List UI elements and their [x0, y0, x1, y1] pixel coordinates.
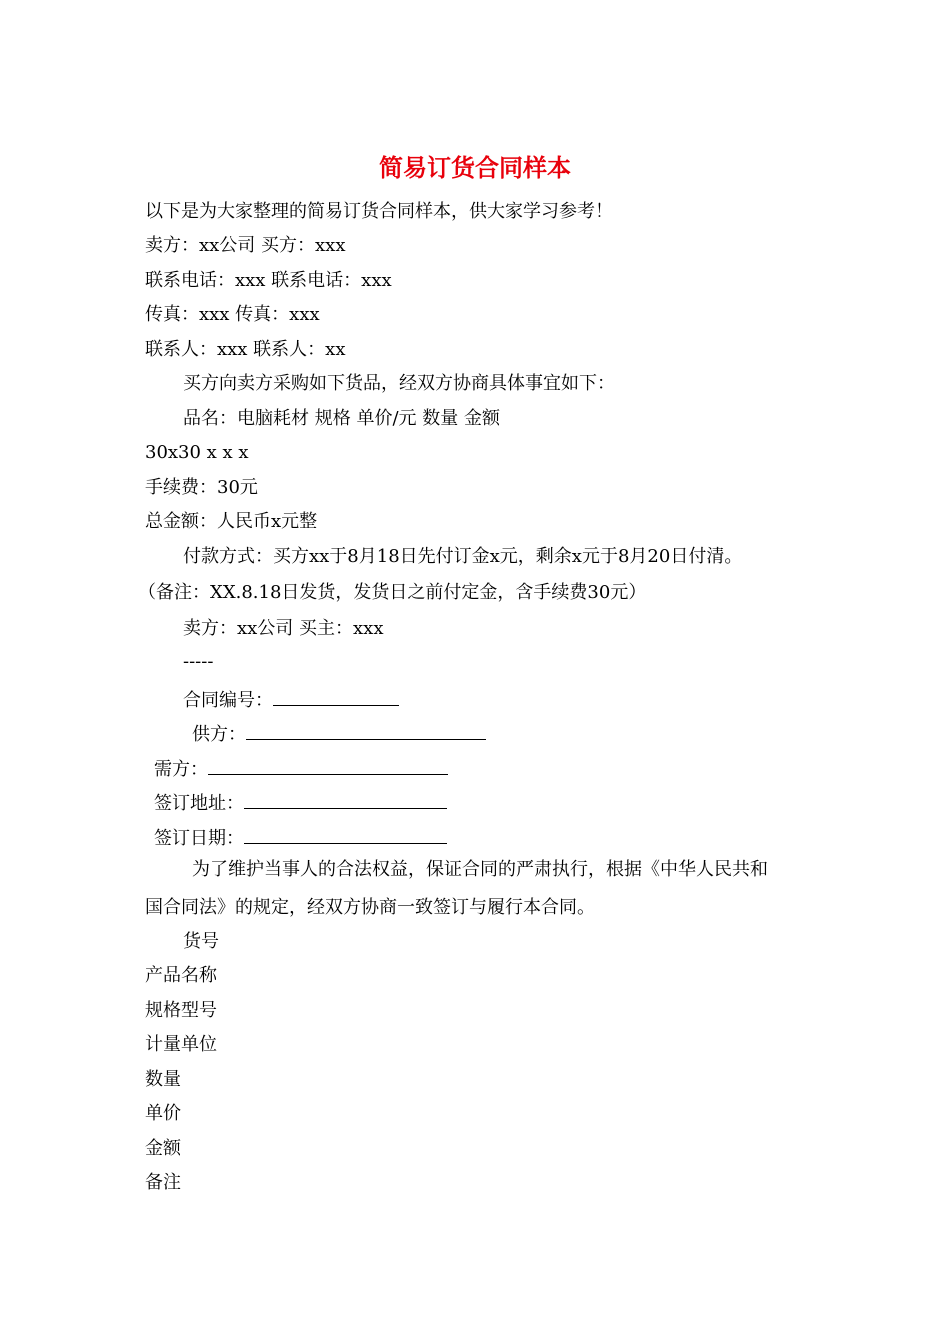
field-product-name: 产品名称: [145, 965, 217, 986]
fee-line: 手续费：30元: [145, 477, 258, 498]
payment-terms: 付款方式：买方xx于8月18日先付订金x元，剩余x元于8月20日付清。: [183, 546, 743, 567]
total-line: 总金额：人民币x元整: [145, 511, 318, 532]
field-unit-price: 单价: [145, 1103, 181, 1124]
goods-table-row: 30x30 x x x: [145, 442, 249, 463]
signers-line: 卖方：xx公司 买主：xxx: [183, 618, 384, 639]
field-remarks: 备注: [145, 1172, 181, 1193]
preamble-line-1: 为了维护当事人的合法权益，保证合同的严肃执行，根据《中华人民共和: [192, 859, 768, 880]
sign-place-blank: [244, 789, 447, 809]
fax-line: 传真：xxx 传真：xxx: [145, 304, 320, 325]
contract-number-field: [183, 686, 399, 713]
preamble-line-2: 国合同法》的规定，经双方协商一致签订与履行本合同。: [145, 897, 595, 918]
field-amount: 金额: [145, 1138, 181, 1159]
supplier-blank: [246, 720, 486, 740]
phone-line: 联系电话：xxx 联系电话：xxx: [145, 270, 392, 291]
demander-label: 需方：: [154, 759, 208, 780]
sign-date-label: 签订日期：: [154, 828, 244, 849]
goods-table-header: 品名：电脑耗材 规格 单价/元 数量 金额: [183, 408, 500, 429]
field-unit: 计量单位: [145, 1034, 217, 1055]
contract-number-blank: [273, 686, 399, 706]
supplier-label: 供方：: [192, 724, 246, 745]
demander-field: [154, 755, 448, 782]
remark-line: （备注：XX.8.18日发货，发货日之前付定金，含手续费30元）: [138, 582, 647, 603]
sign-date-field: [154, 824, 447, 851]
field-spec-model: 规格型号: [145, 1000, 217, 1021]
sign-date-blank: [244, 824, 447, 844]
seller-buyer-line: 卖方：xx公司 买方：xxx: [145, 235, 346, 256]
sign-place-label: 签订地址：: [154, 793, 244, 814]
sign-place-field: [154, 789, 447, 816]
field-item-no: 货号: [183, 931, 219, 952]
intro-text: 以下是为大家整理的简易订货合同样本，供大家学习参考！: [145, 201, 613, 222]
contact-line: 联系人：xxx 联系人：xx: [145, 339, 346, 360]
supplier-field: [192, 720, 486, 747]
document-title: 简易订货合同样本: [379, 153, 571, 182]
purchase-intro: 买方向卖方采购如下货品，经双方协商具体事宜如下：: [183, 373, 615, 394]
divider-line: -----: [183, 651, 214, 672]
contract-number-label: 合同编号：: [183, 690, 273, 711]
field-quantity: 数量: [145, 1069, 181, 1090]
demander-blank: [208, 755, 448, 775]
